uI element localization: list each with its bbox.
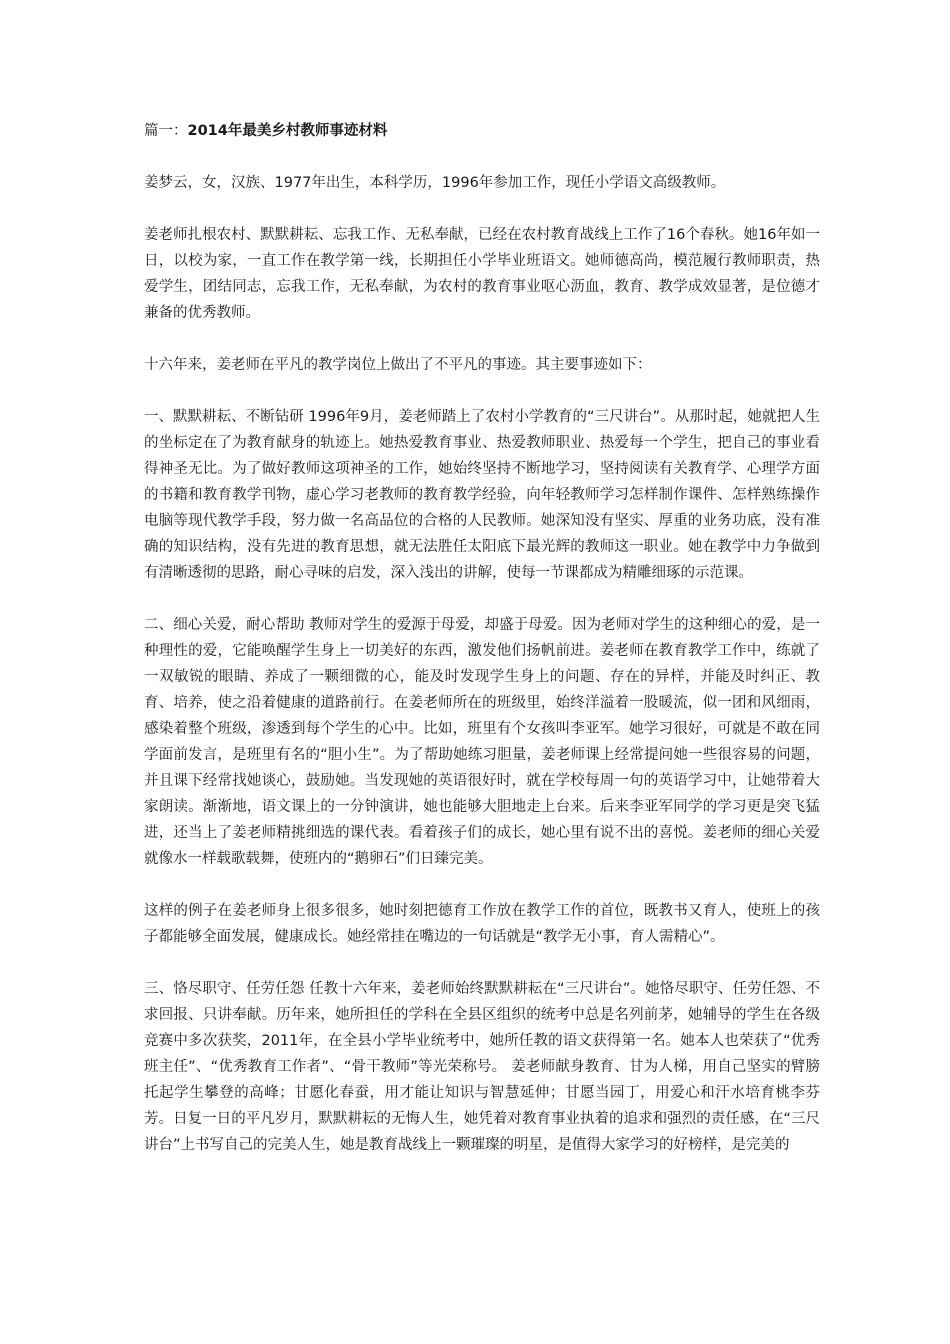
paragraph-overview: 十六年来，姜老师在平凡的教学岗位上做出了不平凡的事迹。其主要事迹如下： [144,357,652,373]
paragraph-section-two: 二、细心关爱，耐心帮助 教师对学生的爱源于母爱，却盛于母爱。因为老师对学生的这种细心的爱，是一种理性的爱，它能唤醒学生身上一切美好的东西，激发他们扬帆前进。姜老师在教育教学工作中，练就了一双敏锐的眼睛、养成了一颗细微的心，能及时发现学生身上的问题、存在的异样，并能及时纠正、教育、培养，使之沿着健康的道路前行。在姜老师所在的班级里，始终洋溢着一股暖流，似一团和风细雨，感染着整个班级，渗透到每个学生的心中。比如，班里有个女孩叫李亚军。她学习很好，可就是不敢在同学面前发言，是班里有名的“胆小生”。为了帮助她练习胆量，姜老师课上经常提问她一些很容易的问题，并且课下经常找她谈心，鼓励她。当发现她的英语很好时，就在学校每周一句的英语学习中，让她带着大家朗读。渐渐地，语文课上的一分钟演讲，她也能够大胆地走上台来。后来李亚军同学的学习更是突飞猛进，还当上了姜老师精挑细选的课代表。看着孩子们的成长，她心里有说不出的喜悦。姜老师的细心关爱就像水一样载歌载舞，使班内的“鹅卵石”们日臻完美。 [144,617,820,867]
document-body [144,118,820,1184]
paragraph-section-three: 三、恪尽职守、任劳任怨 任教十六年来，姜老师始终默默耕耘在“三尺讲台”。她恪尽职守、任劳任怨、不求回报、只讲奉献。历年来，她所担任的学科在全县区组织的统考中总是名列前茅，她辅导的学生在各级竞赛中多次获奖，2011年，在全县小学毕业统考中，她所任教的语文获得第一名。她本人也荣获了“优秀班主任”、“优秀教育工作者”、“骨干教师”等光荣称号。 姜老师献身教育、甘为人梯，用自己坚实的臂膀托起学生攀登的高峰；甘愿化春蚕，用才能让知识与智慧延伸；甘愿当园丁，用爱心和汗水培育桃李芬芳。日复一日的平凡岁月，默默耕耘的无悔人生，她凭着对教育事业执着的追求和强烈的责任感，在“三尺讲台”上书写自己的完美人生，她是教育战线上一颗璀璨的明星，是值得大家学习的好榜样，是完美的 [144,981,820,1153]
paragraph-examples: 这样的例子在姜老师身上很多很多，她时刻把德育工作放在教学工作的首位，既教书又育人，使班上的孩子都能够全面发展，健康成长。她经常挂在嘴边的一句话就是“教学无小事，育人需精心”。 [144,903,820,945]
paragraph-intro: 姜梦云，女，汉族、1977年出生，本科学历，1996年参加工作，现任小学语文高级教师。 [144,175,726,191]
paragraph-section-one: 一、默默耕耘、不断钻研 1996年9月，姜老师踏上了农村小学教育的“三尺讲台”。从那时起，她就把人生的坐标定在了为教育献身的轨迹上。她热爱教育事业、热爱教师职业、热爱每一个学生，把自己的事业看得神圣无比。为了做好教师这项神圣的工作，她始终坚持不断地学习，坚持阅读有关教育学、心理学方面的书籍和教育教学刊物，虚心学习老教师的教育教学经验，向年轻教师学习怎样制作课件、怎样熟练操作电脑等现代教学手段，努力做一名高品位的合格的人民教师。她深知没有坚实、厚重的业务功底，没有准确的知识结构，没有先进的教育思想，就无法胜任太阳底下最光辉的教师这一职业。她在教学中力争做到有清晰透彻的思路，耐心寻味的启发，深入浅出的讲解，使每一节课都成为精雕细琢的示范课。 [144,409,820,581]
paragraph-summary: 姜老师扎根农村、默默耕耘、忘我工作、无私奉献，已经在农村教育战线上工作了16个春秋。她16年如一日，以校为家，一直工作在教学第一线，长期担任小学毕业班语文。她师德高尚，模范履行教师职责，热爱学生，团结同志，忘我工作，无私奉献，为农村的教育事业呕心沥血，教育、教学成效显著，是位德才兼备的优秀教师。 [144,227,820,321]
document-title [144,118,820,144]
title-main: 2014年最美乡村教师事迹材料 [187,123,388,139]
title-prefix: 篇一： [144,123,188,139]
